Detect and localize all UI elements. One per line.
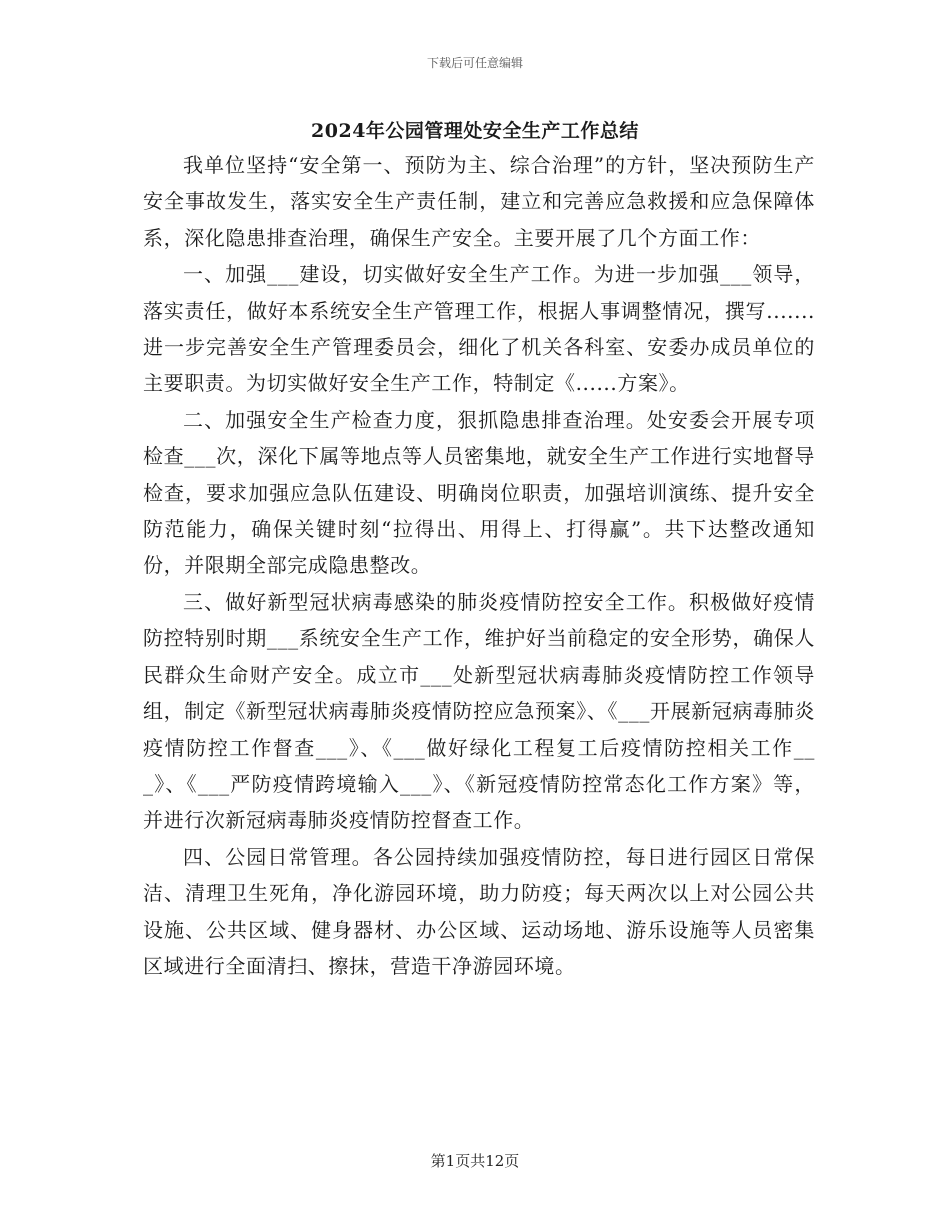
document-title: 2024年公园管理处安全生产工作总结 [311,120,639,142]
section-four-paragraph: 四、公园日常管理。各公园持续加强疫情防控，每日进行园区日常保洁、清理卫生死角，净化游园环境，助力防疫；每天两次以上对公园公共设施、公共区域、健身器材、办公区域、运动场地、游乐设施等人员密集区域进行全面清扫、擦抹，营造干净游园环境。 [143,844,815,978]
document-body [143,147,815,984]
section-two-paragraph: 二、加强安全生产检查力度，狠抓隐患排查治理。处安委会开展专项检查___次，深化下属等地点等人员密集地，就安全生产工作进行实地督导检查，要求加强应急队伍建设、明确岗位职责，加强培训演练、提升安全防范能力，确保关键时刻“拉得出、用得上、打得赢”。共下达整改通知份，并限期全部完成隐患整改。 [143,407,815,578]
section-three-paragraph: 三、做好新型冠状病毒感染的肺炎疫情防控安全工作。积极做好疫情防控特别时期___系统安全生产工作，维护好当前稳定的安全形势，确保人民群众生命财产安全。成立市___处新型冠状病毒肺炎疫情防控工作领导组，制定《新型冠状病毒肺炎疫情防控应急预案》、《___开展新冠病毒肺炎疫情防控工作督查___》、《___做好绿化工程复工后疫情防控相关工作___》、《___严防疫情跨境输入___》、《新冠疫情防控常态化工作方案》等，并进行次新冠病毒肺炎疫情防控督查工作。 [143,589,815,833]
section-one-paragraph: 一、加强___建设，切实做好安全生产工作。为进一步加强___领导，落实责任，做好本系统安全生产管理工作，根据人事调整情况，撰写.......进一步完善安全生产管理委员会，细化了机关各科室、安委办成员单位的主要职责。为切实做好安全生产工作，特制定《......方案》。 [143,262,815,396]
header-note: 下载后可任意编辑 [426,56,523,70]
page-number: 第1页共12页 [430,1152,520,1170]
intro-paragraph: 我单位坚持“安全第一、预防为主、综合治理”的方针，坚决预防生产安全事故发生，落实安全生产责任制，建立和完善应急救援和应急保障体系，深化隐患排查治理，确保生产安全。主要开展了几个方面工作： [143,153,815,250]
